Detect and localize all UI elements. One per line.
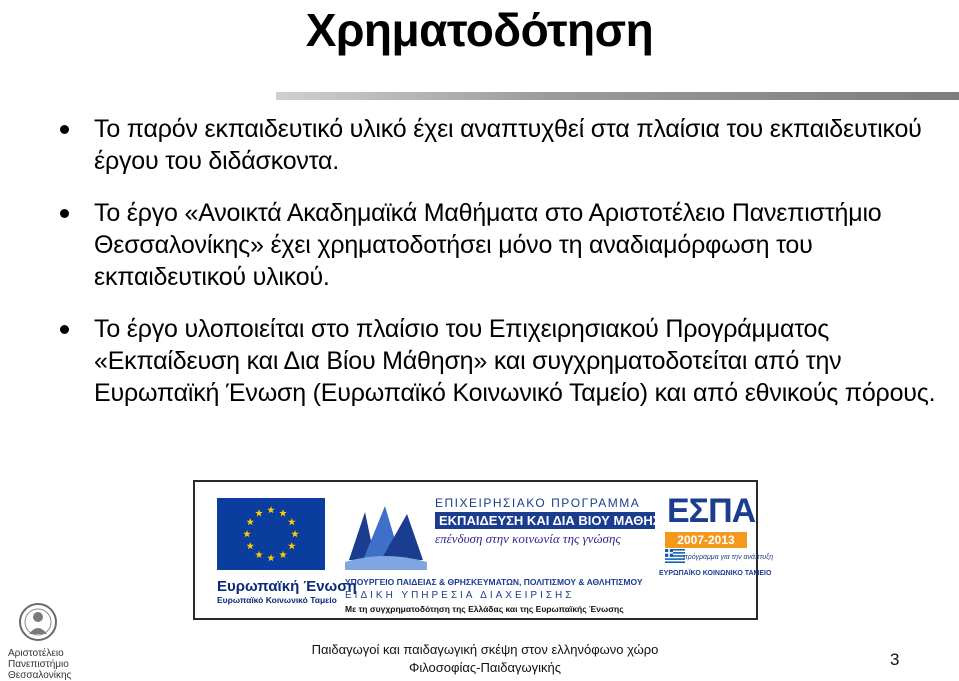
eu-name: Ευρωπαϊκή Ένωση (217, 578, 357, 595)
program-line3: επένδυση στην κοινωνία της γνώσης (435, 531, 621, 546)
eu-flag-icon (217, 498, 325, 570)
footer-department: Φιλοσοφίας-Παιδαγωγικής (408, 660, 562, 675)
cofund-label: Με τη συγχρηματοδότηση της Ελλάδας και της Ευρωπαϊκής Ένωσης (345, 604, 624, 614)
bullet-list (60, 113, 940, 429)
bullet-text: Το έργο «Ανοικτά Ακαδημαϊκά Μαθήματα στο Αριστοτέλειο Πανεπιστήμιο Θεσσαλονίκης» έχει χρηματοδοτήσει μόνο τη αναδιαμόρφωση του εκπαιδευτικού υλικού. (94, 199, 882, 291)
bullet-item (60, 313, 940, 409)
slide-title: Χρηματοδότηση (305, 4, 654, 56)
university-name (8, 648, 71, 681)
espa-logo (653, 492, 774, 592)
footer-course-title: Παιδαγωγοί και παιδαγωγική σκέψη στον ελληνόφωνο χώρο (311, 642, 659, 657)
eu-fund-label: Ευρωπαϊκό Κοινωνικό Ταμείο (217, 595, 337, 605)
bullet-text: Το έργο υλοποιείται στο πλαίσιο του Επιχειρησιακού Προγράμματος «Εκπαίδευση και Δια Βίου Μάθηση» και συγχρηματοδοτείται από την Ευρωπαϊκή Ένωση (Ευρωπαϊκό Κοινωνικό Ταμείο) και από εθνικούς πόρους. (94, 315, 936, 407)
espa-title: ΕΣΠΑ (667, 492, 756, 530)
university-line: Θεσσαλονίκης (8, 670, 72, 681)
bullet-dot-icon (60, 325, 69, 334)
espa-years: 2007-2013 (665, 532, 747, 548)
bullet-item (60, 197, 940, 293)
program-line1: ΕΠΙΧΕΙΡΗΣΙΑΚΟ ΠΡΟΓΡΑΜΜΑ (435, 496, 641, 510)
espa-fund: ΕΥΡΩΠΑΪΚΟ ΚΟΙΝΩΝΙΚΟ ΤΑΜΕΙΟ (659, 570, 772, 577)
bullet-dot-icon (60, 125, 69, 134)
bullet-text: Το παρόν εκπαιδευτικό υλικό έχει αναπτυχθεί στα πλαίσια του εκπαιδευτικού έργου του διδάσκοντα. (94, 115, 922, 175)
greek-flag-icon (665, 549, 685, 563)
footer (290, 641, 680, 677)
page-number: 3 (890, 650, 900, 669)
program-logo-icon (345, 500, 427, 570)
bullet-item (60, 113, 940, 177)
service-label: ΕΙΔΙΚΗ ΥΠΗΡΕΣΙΑ ΔΙΑΧΕΙΡΙΣΗΣ (345, 590, 575, 601)
university-line: Πανεπιστήμιο (8, 659, 69, 670)
bullet-dot-icon (60, 209, 69, 218)
title-divider (276, 92, 959, 100)
ministry-label: ΥΠΟΥΡΓΕΙΟ ΠΑΙΔΕΙΑΣ & ΘΡΗΣΚΕΥΜΑΤΩΝ, ΠΟΛΙΤΙΣΜΟΥ & ΑΘΛΗΤΙΣΜΟΥ (345, 577, 643, 587)
program-line2: ΕΚΠΑΙΔΕΥΣΗ ΚΑΙ ΔΙΑ ΒΙΟΥ ΜΑΘΗΣΗ (435, 512, 655, 529)
program-title-block (435, 496, 670, 547)
university-seal-icon (18, 600, 58, 646)
espa-tagline: πρόγραμμα για την ανάπτυξη (683, 554, 774, 561)
funding-banner (193, 480, 774, 620)
university-line: Αριστοτέλειο (8, 648, 64, 659)
eu-logo (205, 492, 357, 612)
